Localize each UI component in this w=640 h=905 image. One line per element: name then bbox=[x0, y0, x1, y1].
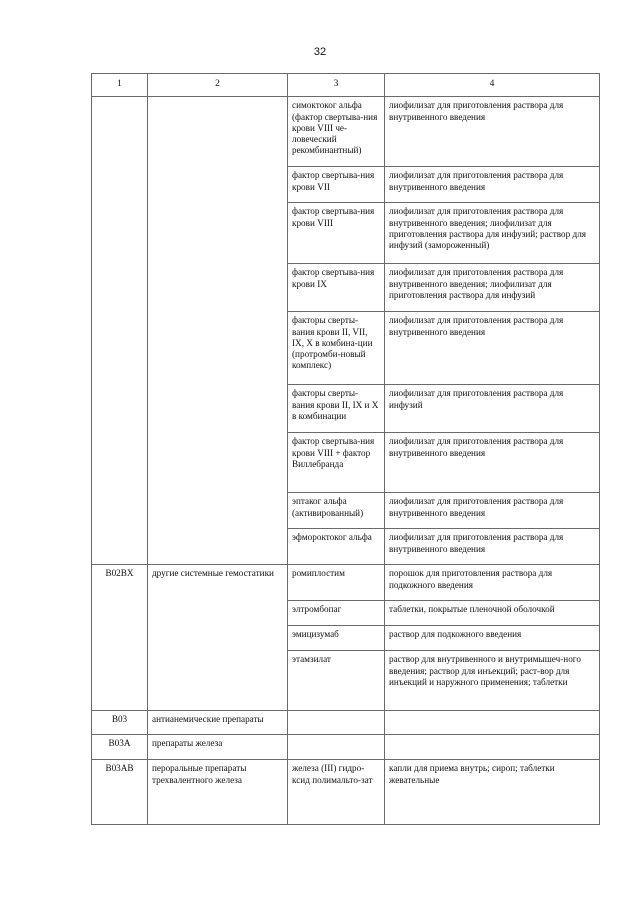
atc-code-cell: B02BX bbox=[92, 565, 148, 711]
substance-cell: эфмороктоког альфа bbox=[288, 529, 385, 565]
substance-cell: фактор свертыва-ния крови VIII + фактор Виллебранда bbox=[288, 433, 385, 493]
dosage-form-cell: таблетки, покрытые пленочной оболочкой bbox=[385, 601, 600, 626]
dosage-form-cell: лиофилизат для приготовления раствора для инфузий bbox=[385, 385, 600, 433]
group-name-cell: препараты железа bbox=[148, 735, 288, 760]
header-row bbox=[92, 74, 600, 97]
group-name-cell: антианемические препараты bbox=[148, 711, 288, 735]
atc-code-cell: B03AB bbox=[92, 760, 148, 825]
dosage-form-cell: раствор для внутривенного и внутримышеч-ного введения; раствор для инъекций; раст-вор для инъекций и наружного применения; таблетки bbox=[385, 651, 600, 711]
dosage-form-cell: лиофилизат для приготовления раствора для внутривенного введения bbox=[385, 167, 600, 203]
table-row bbox=[92, 711, 600, 735]
substance-cell: фактор свертыва-ния крови VII bbox=[288, 167, 385, 203]
table-row bbox=[92, 97, 600, 167]
substance-cell: эптаког альфа (активированный) bbox=[288, 493, 385, 529]
header-col-3: 3 bbox=[288, 74, 385, 97]
table-row bbox=[92, 735, 600, 760]
substance-cell: эмицизумаб bbox=[288, 626, 385, 651]
substance-cell: железа (III) гидро-ксид полимальто-зат bbox=[288, 760, 385, 825]
substance-cell: элтромбопаг bbox=[288, 601, 385, 626]
dosage-form-cell: порошок для приготовления раствора для подкожного введения bbox=[385, 565, 600, 601]
drug-list-table bbox=[91, 73, 600, 825]
dosage-form-cell: раствор для подкожного введения bbox=[385, 626, 600, 651]
dosage-form-cell: лиофилизат для приготовления раствора для внутривенного введения bbox=[385, 493, 600, 529]
dosage-form-cell: лиофилизат для приготовления раствора для внутривенного введения; лиофилизат для приготовления раствора для инфузий; раствор для инфузий (замороженный) bbox=[385, 203, 600, 264]
header-col-1: 1 bbox=[92, 74, 148, 97]
table-row bbox=[92, 565, 600, 601]
dosage-form-cell: лиофилизат для приготовления раствора для внутривенного введения bbox=[385, 529, 600, 565]
substance-cell: факторы сверты-вания крови II, IX и X в комбинации bbox=[288, 385, 385, 433]
atc-code-cell: B03 bbox=[92, 711, 148, 735]
atc-code-cell bbox=[92, 97, 148, 565]
dosage-form-cell: лиофилизат для приготовления раствора для внутривенного введения; лиофилизат для приготовления раствора для инфузий bbox=[385, 264, 600, 312]
dosage-form-cell: лиофилизат для приготовления раствора для внутривенного введения bbox=[385, 433, 600, 493]
substance-cell: фактор свертыва-ния крови VIII bbox=[288, 203, 385, 264]
dosage-form-cell: лиофилизат для приготовления раствора для внутривенного введения bbox=[385, 97, 600, 167]
substance-cell: факторы сверты-вания крови II, VII, IX, X в комбина-ции (протромби-новый комплекс) bbox=[288, 312, 385, 385]
substance-cell: фактор свертыва-ния крови IX bbox=[288, 264, 385, 312]
group-name-cell bbox=[148, 97, 288, 565]
header-col-2: 2 bbox=[148, 74, 288, 97]
dosage-form-cell: капли для приема внутрь; сироп; таблетки жевательные bbox=[385, 760, 600, 825]
atc-code-cell: B03A bbox=[92, 735, 148, 760]
substance-cell: этамзилат bbox=[288, 651, 385, 711]
page-number: 32 bbox=[313, 46, 327, 58]
substance-cell bbox=[288, 711, 385, 735]
dosage-form-cell bbox=[385, 711, 600, 735]
substance-cell bbox=[288, 735, 385, 760]
substance-cell: симоктоког альфа (фактор свертыва-ния крови VIII че-ловеческий рекомбинантный) bbox=[288, 97, 385, 167]
dosage-form-cell bbox=[385, 735, 600, 760]
dosage-form-cell: лиофилизат для приготовления раствора для внутривенного введения bbox=[385, 312, 600, 385]
table-row bbox=[92, 760, 600, 825]
substance-cell: ромиплостим bbox=[288, 565, 385, 601]
header-col-4: 4 bbox=[385, 74, 600, 97]
group-name-cell: пероральные препараты трехвалентного железа bbox=[148, 760, 288, 825]
group-name-cell: другие системные гемостатики bbox=[148, 565, 288, 711]
